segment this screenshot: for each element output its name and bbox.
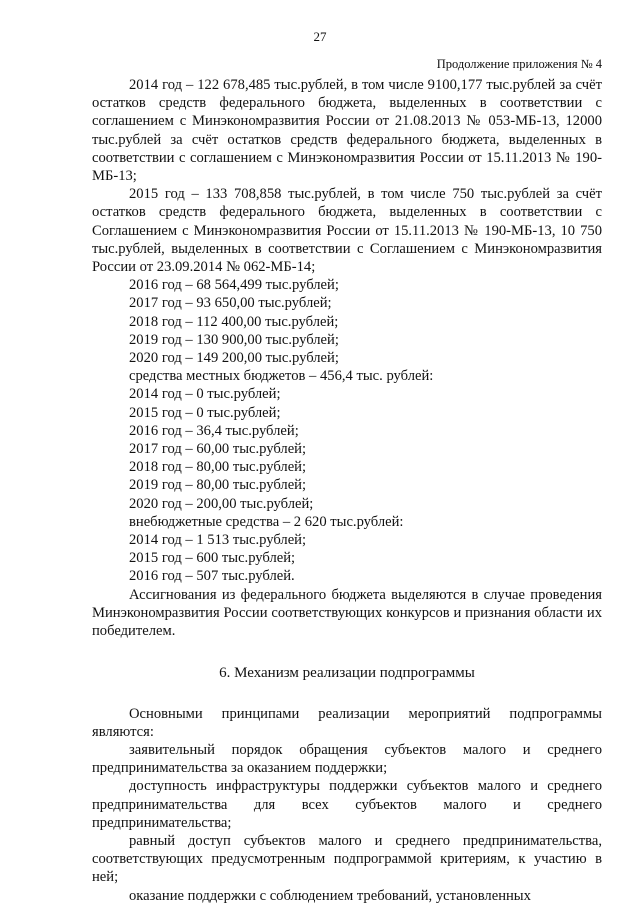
page-number: 27 xyxy=(313,29,327,44)
local-budget-title: средства местных бюджетов – 456,4 тыс. рублей: xyxy=(129,368,434,385)
section-title: 6. Механизм реализации подпрограммы xyxy=(219,665,475,682)
extrabudget-title: внебюджетные средства – 2 620 тыс.рублей: xyxy=(129,513,404,530)
funding-2014-paragraph: 2014 год – 122 678,485 тыс.рублей, в том числе 9100,177 тыс.рублей за счёт остатков средств федерального бюджета, выделенных в соответствии с соглашением с Минэкономразвития России от 21.08.2013 № 053-МБ-13, 12000 тыс.рублей за счёт остатков средств федерального бюджета, выделенных в соответствии с соглашением с Минэкономразвития России от 15.11.2013 № 190-МБ-13; xyxy=(92,77,602,185)
funding-2018-line: 2018 год – 112 400,00 тыс.рублей; xyxy=(129,313,339,330)
extrabudget-2016-line: 2016 год – 507 тыс.рублей. xyxy=(129,568,295,585)
principles-intro: Основными принципами реализации мероприятий подпрограммы являются: xyxy=(92,705,602,740)
local-2018-line: 2018 год – 80,00 тыс.рублей; xyxy=(129,459,307,476)
local-2017-line: 2017 год – 60,00 тыс.рублей; xyxy=(129,441,307,458)
funding-2019-line: 2019 год – 130 900,00 тыс.рублей; xyxy=(129,331,339,348)
federal-allocation-note: Ассигнования из федерального бюджета выделяются в случае проведения Минэкономразвития России соответствующих конкурсов и признания области их победителем. xyxy=(92,586,602,640)
principle-item: заявительный порядок обращения субъектов малого и среднего предпринимательства за оказанием поддержки; xyxy=(92,741,602,777)
local-2019-line: 2019 год – 80,00 тыс.рублей; xyxy=(129,477,307,494)
funding-2017-line: 2017 год – 93 650,00 тыс.рублей; xyxy=(129,295,332,312)
local-2014-line: 2014 год – 0 тыс.рублей; xyxy=(129,386,281,403)
principle-item: оказание поддержки с соблюдением требований, установленных xyxy=(129,887,531,904)
principle-item: доступность инфраструктуры поддержки субъектов малого и среднего предпринимательства для всех субъектов малого и среднего предпринимательства; xyxy=(92,778,602,831)
funding-2016-line: 2016 год – 68 564,499 тыс.рублей; xyxy=(129,277,339,294)
principle-item: равный доступ субъектов малого и среднего предпринимательства, соответствующих предусмотренным подпрограммой критериям, к участию в ней; xyxy=(92,832,602,886)
extrabudget-2015-line: 2015 год – 600 тыс.рублей; xyxy=(129,550,296,567)
local-2015-line: 2015 год – 0 тыс.рублей; xyxy=(129,404,281,421)
document-body xyxy=(92,76,602,905)
local-2020-line: 2020 год – 200,00 тыс.рублей; xyxy=(129,495,314,512)
appendix-reference: Продолжение приложения № 4 xyxy=(436,57,602,71)
extrabudget-2014-line: 2014 год – 1 513 тыс.рублей; xyxy=(129,532,307,549)
funding-2015-paragraph: 2015 год – 133 708,858 тыс.рублей, в том числе 750 тыс.рублей за счёт остатков средств федерального бюджета, выделенных в соответствии с Соглашением с Минэкономразвития России от 15.11.2013 № 190-МБ-13, 10 750 тыс.рублей, выделенных в соответствии с Соглашением с Минэкономразвития России от 23.09.2014 № 062-МБ-14; xyxy=(92,186,602,276)
funding-2020-line: 2020 год – 149 200,00 тыс.рублей; xyxy=(129,350,339,367)
local-2016-line: 2016 год – 36,4 тыс.рублей; xyxy=(129,422,299,439)
